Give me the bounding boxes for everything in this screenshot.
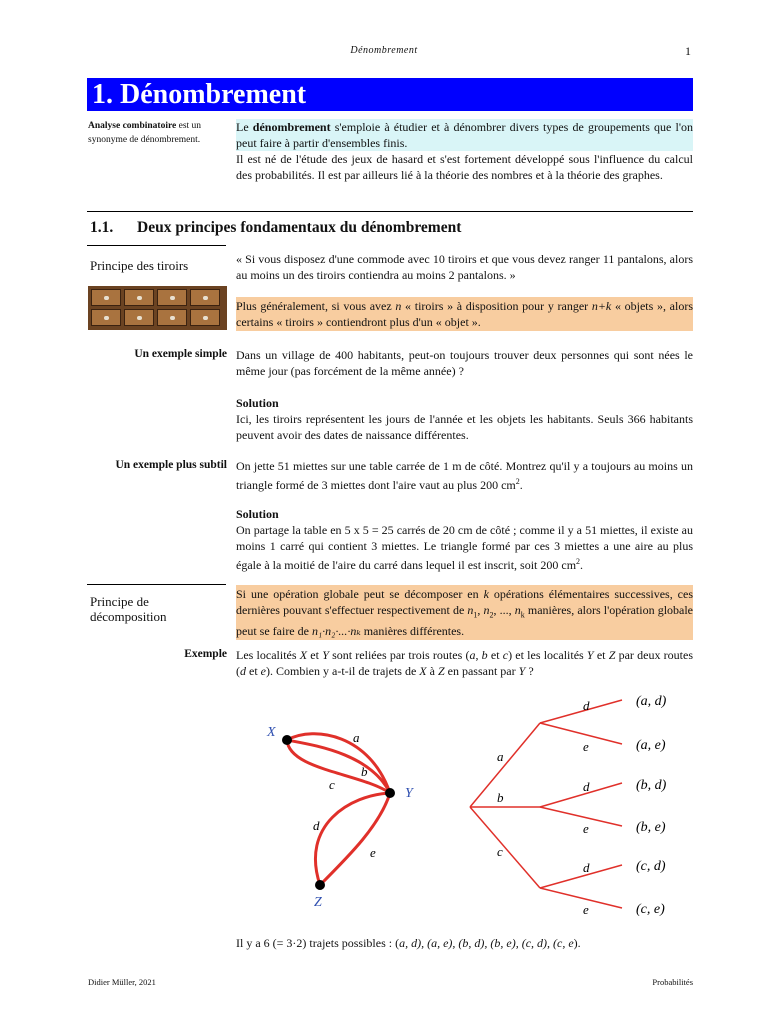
road-d (315, 793, 390, 885)
edge-b-label: b (361, 764, 368, 779)
example-simple-label: Un exemple simple (134, 348, 227, 360)
section-number: 1.1. (90, 219, 114, 236)
edge-d-label: d (313, 818, 320, 833)
conclusion-text: Il y a 6 (= 3·2) trajets possibles : (a, d), (a, e), (b, d), (b, e), (c, d), (c, e). (236, 936, 581, 950)
intro-paragraph-2: Il est né de l'étude des jeux de hasard et s'est fortement développé sous l'influence du calcul des probabilités. Il est par ailleurs lié à la théorie des nombres et à la théorie des graphes. (236, 152, 693, 182)
sidenote-term: Analyse combinatoire (88, 121, 177, 131)
example-simple-solution: Ici, les tiroirs représentent les jours de l'année et les objets les habitants. Seuls 366 habitants peuvent avoir des dates de naissance différentes. (236, 412, 693, 442)
tree-label-b: b (497, 790, 504, 805)
tree-label-e3: e (583, 902, 589, 917)
example-subtle-solution-label: Solution (236, 507, 279, 521)
road-c (287, 740, 390, 793)
example-subtle-text: On jette 51 miettes sur une table carrée de 1 m de côté. Montrez qu'il y a toujours au moins un triangle formé de 3 miettes dont l'aire vaut au plus 200 $cm^2$. (236, 459, 693, 492)
edge-e-label: e (370, 845, 376, 860)
tree-leaf-cd: (c, d) (636, 859, 666, 874)
tree-leaf-ad: (a, d) (636, 694, 667, 709)
tiroirs-general-statement: Plus généralement, si vous avez n « tiroirs » à disposition pour y ranger n+k « objets », alors certains « tiroirs » contiendront plus d'un « objet ». (236, 299, 693, 329)
example-simple-text: Dans un village de 400 habitants, peut-on toujours trouver deux personnes qui sont nées le même jour (pas forcément de la même année) ? (236, 348, 693, 378)
section-title: Deux principes fondamentaux du dénombrement (137, 219, 462, 236)
tree-leaf-ce: (c, e) (636, 902, 665, 917)
page-number: 1 (685, 44, 691, 58)
node-z-label: Z (314, 895, 322, 910)
node-x (282, 735, 292, 745)
running-header-title: Dénombrement (350, 45, 418, 56)
tree-label-c: c (497, 844, 503, 859)
tree-leaf-ae: (a, e) (636, 738, 666, 753)
node-x-label: X (267, 725, 276, 740)
node-y (385, 788, 395, 798)
exemple-text: Les localités X et Y sont reliées par trois routes (a, b et c) et les localités Y et Z par deux routes (d et e). Combien y a-t-il de trajets de X à Z en passant par Y ? (236, 648, 694, 678)
tree-label-e2: e (583, 821, 589, 836)
road-graph-diagram (255, 715, 425, 915)
edge-c-label: c (329, 777, 335, 792)
edge-a-label: a (353, 730, 360, 745)
section-rule (87, 211, 693, 212)
principe-decomposition-heading: Principe de décomposition (90, 594, 167, 624)
footer-author: Didier Müller, 2021 (88, 977, 156, 987)
subsection-rule-2 (87, 584, 226, 585)
tree-label-d2: d (583, 779, 590, 794)
example-simple-solution-label: Solution (236, 396, 279, 410)
drawer-cabinet-image (88, 286, 227, 330)
intro-sidenote: Analyse combinatoire est un synonyme de dénombrement. (88, 121, 202, 145)
principe-tiroirs-heading: Principe des tiroirs (90, 258, 189, 273)
tree-label-e1: e (583, 739, 589, 754)
node-z (315, 880, 325, 890)
tree-branch-a (470, 723, 540, 807)
decomposition-statement: Si une opération globale peut se décomposer en k opérations élémentaires successives, ces dernières pouvant s'effectuer respectivement de $n_1$, $n_2$, ..., $n_k$ manières, alors l'opération globale peut se faire de n₁·n₂·...·nₖ manières différentes. (236, 587, 694, 639)
tree-label-a: a (497, 749, 504, 764)
decomposition-tree-diagram (460, 685, 685, 920)
intro-paragraph-1: Le dénombrement s'emploie à étudier et à dénombrer divers types de groupements que l'on peut faire à partir d'ensembles finis. (236, 120, 694, 150)
term-denombrement: dénombrement (252, 120, 331, 134)
subsection-rule (87, 245, 226, 246)
road-e (320, 793, 390, 885)
tree-leaf-bd: (b, d) (636, 778, 667, 793)
exemple-label: Exemple (184, 648, 227, 660)
node-y-label: Y (405, 786, 413, 801)
footer-subject: Probabilités (652, 977, 693, 987)
example-subtle-label: Un exemple plus subtil (115, 459, 227, 471)
tree-label-d3: d (583, 860, 590, 875)
chapter-title: 1. Dénombrement (92, 79, 307, 110)
tree-branch-c (470, 807, 540, 888)
example-subtle-solution: On partage la table en 5 x 5 = 25 carrés de 20 cm de côté ; comme il y a 51 miettes, il existe au moins 1 carré qui contient 3 miettes. Le triangle formé par ces 3 miettes a une aire au plus égale à la moitié de l'aire du carré dans lequel il est inscrit, soit 200 $cm^2$. (236, 523, 693, 572)
tree-leaf-be: (b, e) (636, 820, 666, 835)
tiroirs-quote: « Si vous disposez d'une commode avec 10 tiroirs et que vous devez ranger 11 pantalons, alors au moins un des tiroirs contiendra au moins 2 pantalons. » (236, 252, 693, 282)
tree-label-d1: d (583, 698, 590, 713)
